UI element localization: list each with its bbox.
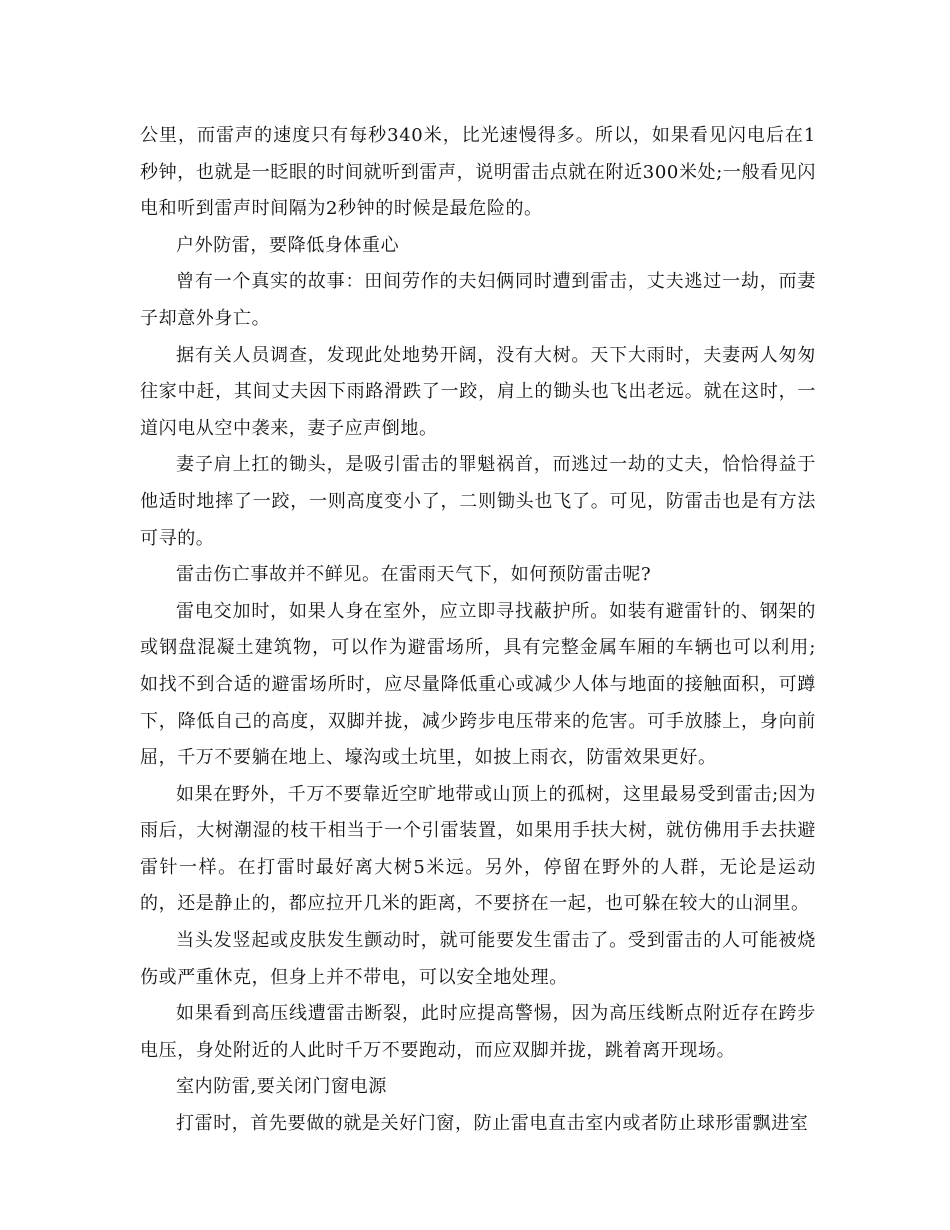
paragraph-hair-standing: 当头发竖起或皮肤发生颤动时，就可能要发生雷击了。受到雷击的人可能被烧伤或严重休克，但身上并不带电，可以安全地处理。	[140, 930, 816, 988]
paragraph-question: 雷击伤亡事故并不鲜见。在雷雨天气下，如何预防雷击呢?	[176, 564, 652, 586]
paragraph-true-story: 曾有一个真实的故事：田间劳作的夫妇俩同时遭到雷击，丈夫逃过一劫，而妻子却意外身亡。	[140, 271, 816, 329]
paragraph-hoe-cause: 妻子肩上扛的锄头，是吸引雷击的罪魁祸首，而逃过一劫的丈夫，恰恰得益于他适时地摔了一跤，一则高度变小了，二则锄头也飞了。可见，防雷击也是有方法可寻的。	[140, 454, 816, 549]
paragraph-power-lines: 如果看到高压线遭雷击断裂，此时应提高警惕，因为高压线断点附近存在跨步电压，身处附近的人此时千万不要跑动，而应双脚并拢，跳着离开现场。	[140, 1003, 816, 1061]
paragraph-field-trees: 如果在野外，千万不要靠近空旷地带或山顶上的孤树，这里最易受到雷击;因为雨后，大树潮湿的枝干相当于一个引雷装置，如果用手扶大树，就仿佛用手去扶避雷针一样。在打雷时最好离大树5米远。另外，停留在野外的人群，无论是运动的，还是静止的，都应拉开几米的距离，不要挤在一起，也可躲在较大的山洞里。	[140, 783, 816, 915]
paragraph-seek-shelter: 雷电交加时，如果人身在室外，应立即寻找蔽护所。如装有避雷针的、钢架的或钢盘混凝土建筑物，可以作为避雷场所，具有完整金属车厢的车辆也可以利用;如找不到合适的避雷场所时，应尽量降低重心或减少人体与地面的接触面积，可蹲下，降低自己的高度，双脚并拢，减少跨步电压带来的危害。可手放膝上，身向前屈，千万不要躺在地上、壕沟或土坑里，如披上雨衣，防雷效果更好。	[140, 600, 816, 769]
paragraph-speed-of-thunder: 公里，而雷声的速度只有每秒340米，比光速慢得多。所以，如果看见闪电后在1秒钟，也就是一眨眼的时间就听到雷声，说明雷击点就在附近300米处;一般看见闪电和听到雷声时间隔为2秒钟的时候是最危险的。	[140, 125, 816, 220]
heading-outdoor-protection: 户外防雷，要降低身体重心	[176, 234, 400, 256]
paragraph-investigation: 据有关人员调查，发现此处地势开阔，没有大树。天下大雨时，夫妻两人匆匆往家中赶，其间丈夫因下雨路滑跌了一跤，肩上的锄头也飞出老远。就在这时，一道闪电从空中袭来，妻子应声倒地。	[140, 344, 816, 439]
paragraph-close-windows: 打雷时，首先要做的就是关好门窗，防止雷电直击室内或者防止球形雷飘进室	[176, 1113, 809, 1135]
heading-indoor-protection: 室内防雷,要关闭门窗电源	[176, 1076, 387, 1098]
document-page	[140, 118, 816, 1143]
